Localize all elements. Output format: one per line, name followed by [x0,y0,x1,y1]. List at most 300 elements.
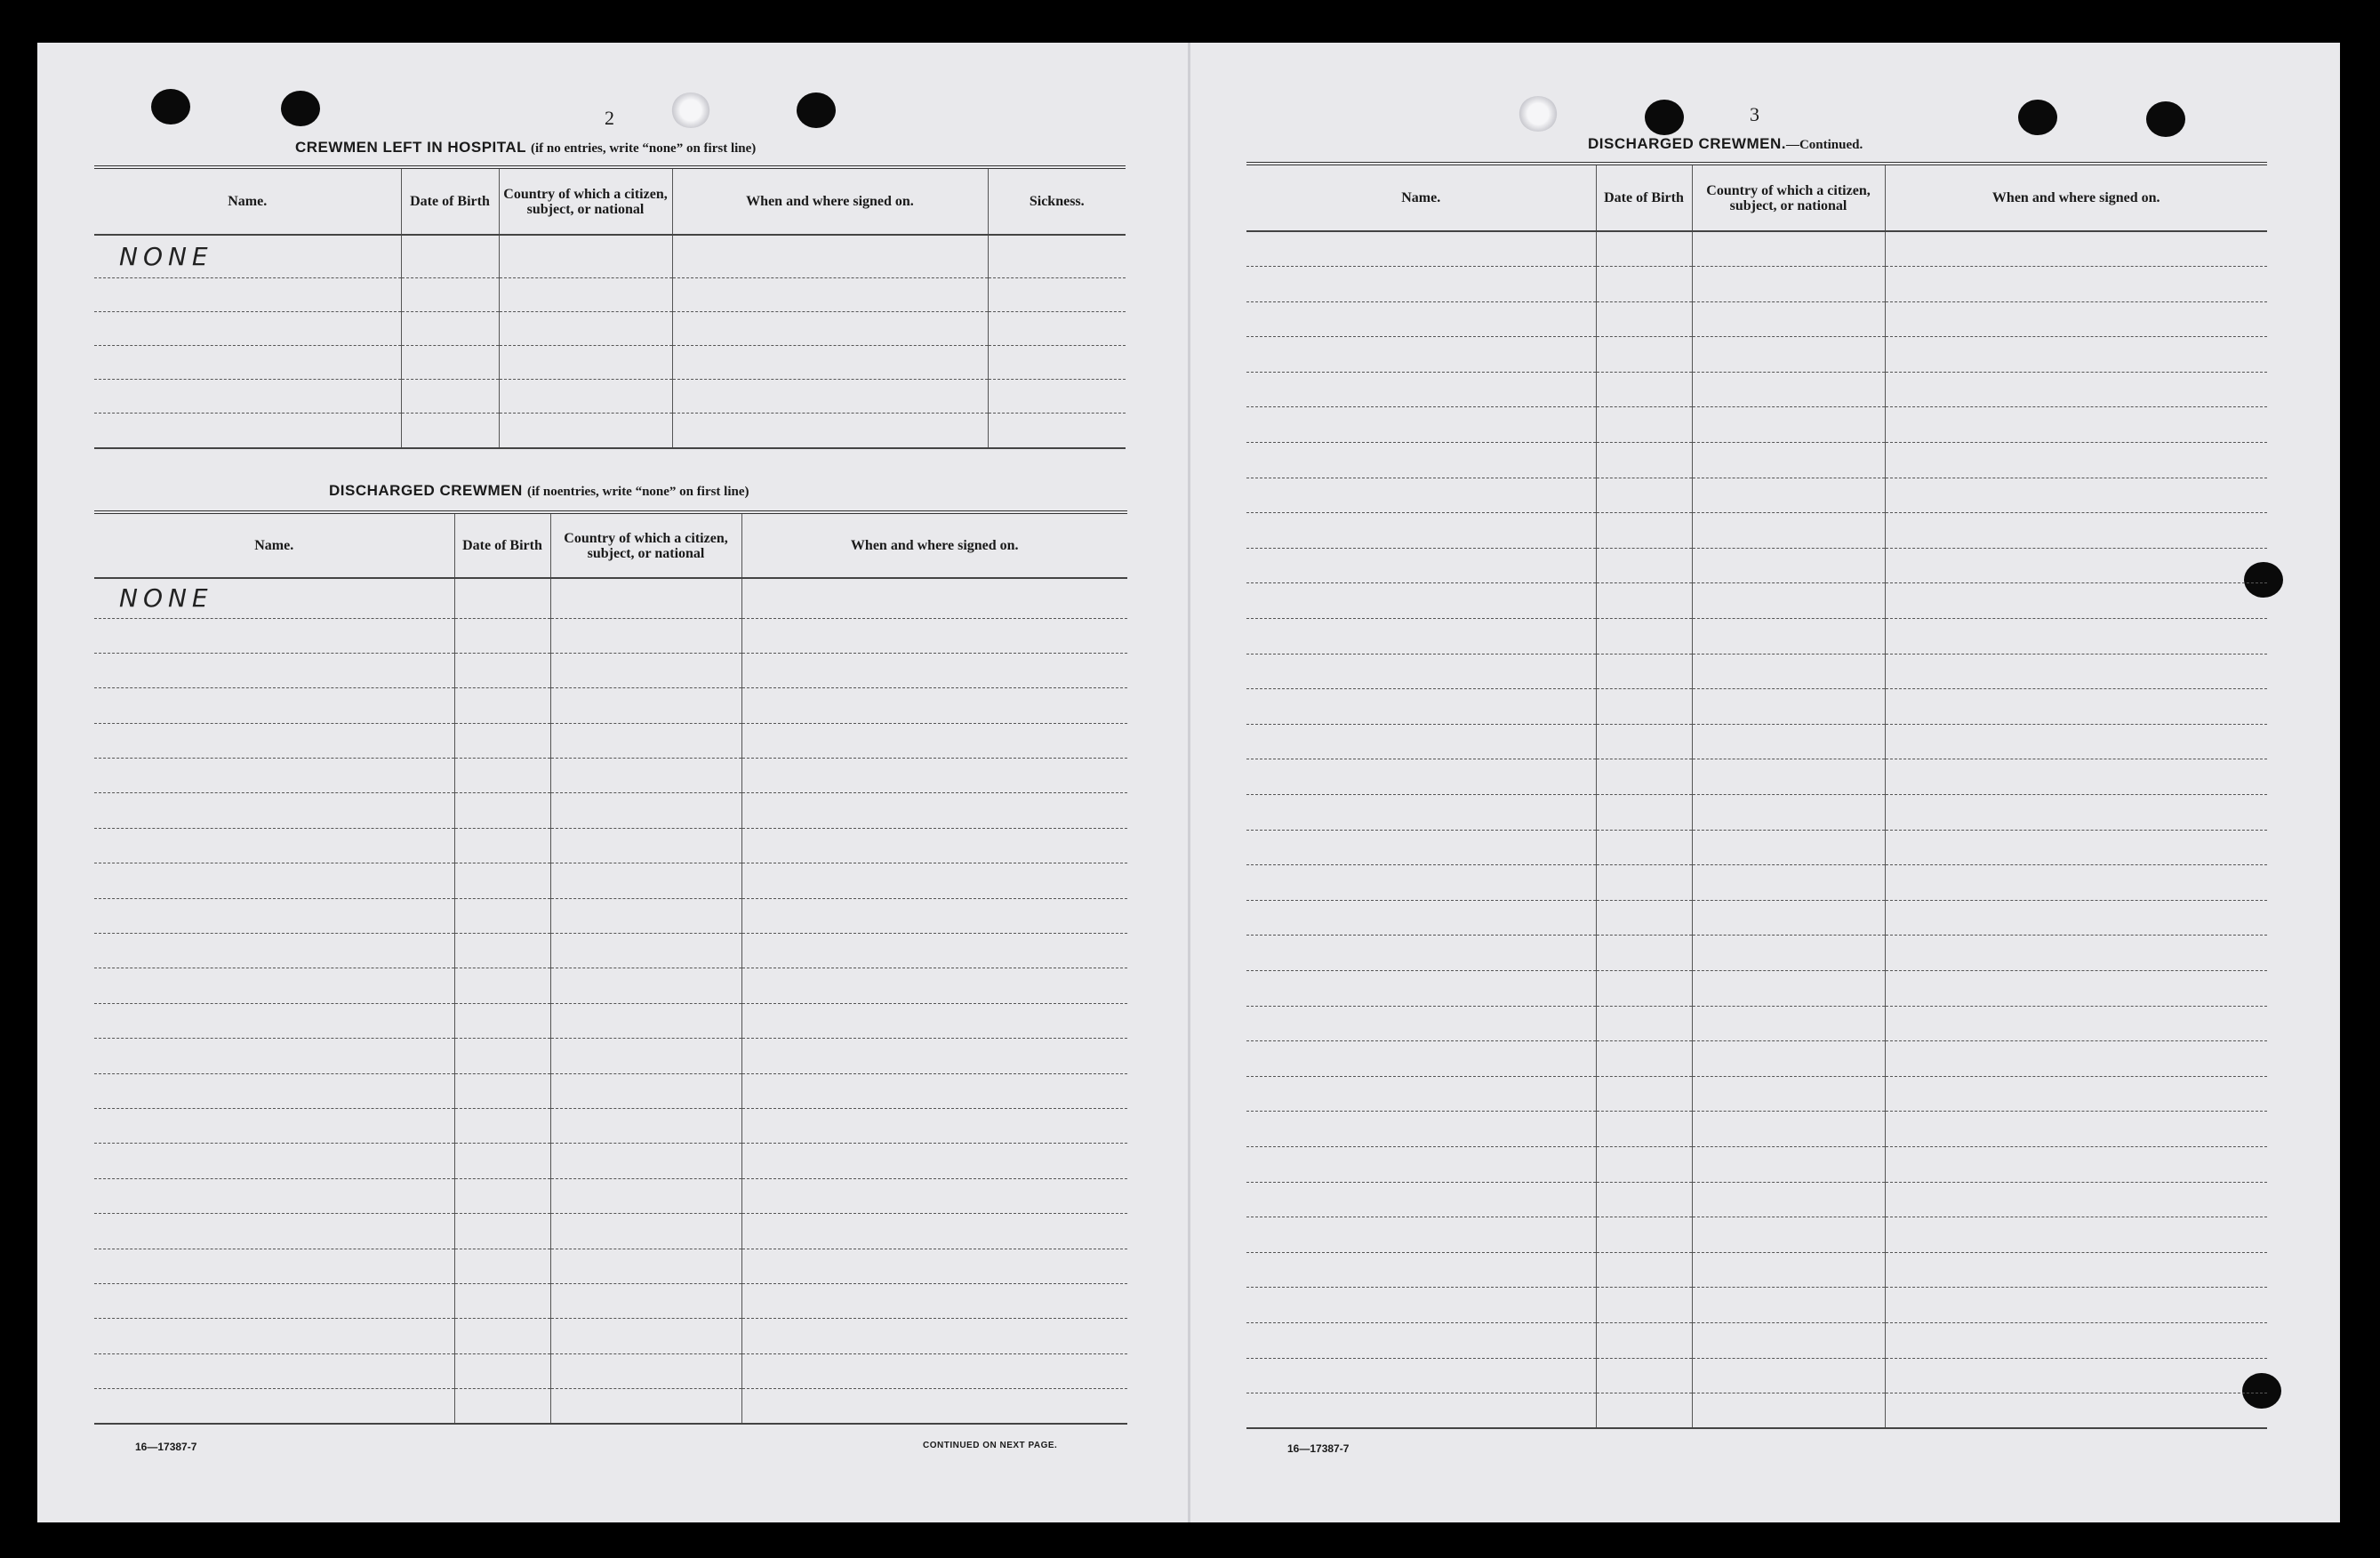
blank-cell [1596,407,1692,443]
table-row [94,618,1127,653]
blank-cell [1596,1041,1692,1077]
blank-cell [1885,301,2267,337]
blank-cell [1885,513,2267,549]
discharged-instruction: (if noentries, write “none” on first line) [526,485,749,499]
blank-cell [1596,619,1692,655]
blank-cell [1246,724,1596,759]
column-header-signed-on: When and where signed on. [1885,164,2267,231]
blank-cell [1246,372,1596,407]
table-row [1246,267,2267,302]
blank-cell [1246,689,1596,725]
blank-cell [741,793,1127,828]
blank-cell [550,1073,741,1108]
blank-cell [1596,795,1692,831]
blank-cell [94,688,454,723]
blank-cell [550,1249,741,1283]
discharged-title-text: DISCHARGED CREWMEN [329,482,523,499]
table-row [1246,900,2267,936]
column-header-signed-on: When and where signed on. [672,167,988,235]
blank-cell [1692,231,1885,267]
blank-cell [550,968,741,1003]
blank-cell [1885,654,2267,689]
blank-cell [1692,1322,1885,1358]
blank-cell [1692,1182,1885,1217]
handwritten-entry: NONE [94,578,454,618]
blank-cell [1885,337,2267,373]
blank-cell [1596,900,1692,936]
blank-cell [1885,1006,2267,1041]
table-row [1246,583,2267,619]
blank-cell [1692,301,1885,337]
blank-cell [454,1144,550,1178]
blank-cell [1885,1393,2267,1429]
blank-cell [1885,1076,2267,1112]
blank-cell [1692,1393,1885,1429]
blank-cell [94,653,454,687]
punch-hole [281,91,320,126]
blank-cell [94,1353,454,1388]
blank-cell [1692,795,1885,831]
blank-cell [1246,654,1596,689]
blank-cell [741,1144,1127,1178]
blank-cell [1885,267,2267,302]
column-header-name: Name. [94,167,401,235]
blank-cell [550,1178,741,1213]
blank-cell [550,1283,741,1318]
blank-cell [1246,548,1596,583]
table-row [1246,407,2267,443]
blank-cell [1596,548,1692,583]
table-row [94,1073,1127,1108]
blank-cell [1596,372,1692,407]
blank-cell [1246,970,1596,1006]
blank-cell [1885,1217,2267,1253]
blank-cell [741,1108,1127,1143]
table-row [1246,689,2267,725]
column-header-country: Country of which a citizen, subject, or national [1692,164,1885,231]
blank-cell [454,934,550,968]
blank-cell [454,898,550,933]
blank-cell [1885,865,2267,901]
blank-cell [1246,337,1596,373]
table-row [94,1039,1127,1073]
blank-cell [1885,1288,2267,1323]
table-row [94,863,1127,898]
blank-cell [1885,795,2267,831]
blank-cell [1246,936,1596,971]
blank-cell [1885,583,2267,619]
blank-cell [1596,936,1692,971]
blank-cell [1246,407,1596,443]
blank-cell [1596,267,1692,302]
blank-cell [1246,1288,1596,1323]
table-row [1246,795,2267,831]
blank-cell [550,688,741,723]
blank-cell [1596,583,1692,619]
page-fold [1188,43,1190,1522]
table-row [1246,1112,2267,1147]
blank-cell [1692,619,1885,655]
blank-cell [1885,619,2267,655]
blank-cell [94,1003,454,1038]
blank-cell [1885,830,2267,865]
page-number-right: 3 [1750,103,1759,125]
table-row [1246,654,2267,689]
blank-cell [1885,970,2267,1006]
blank-cell [454,1003,550,1038]
page-number-left: 2 [605,107,614,129]
blank-cell [741,1283,1127,1318]
blank-cell [1885,1252,2267,1288]
blank-cell [550,653,741,687]
blank-cell [550,618,741,653]
blank-cell [1246,301,1596,337]
blank-cell [741,1214,1127,1249]
continued-note: CONTINUED ON NEXT PAGE. [923,1441,1058,1450]
blank-cell [1246,1182,1596,1217]
blank-cell [741,759,1127,793]
blank-cell [1246,231,1596,267]
blank-cell [454,1108,550,1143]
blank-cell [94,793,454,828]
blank-cell [1246,1322,1596,1358]
blank-cell [94,1283,454,1318]
blank-cell [94,898,454,933]
table-row [94,934,1127,968]
blank-cell [94,1319,454,1353]
blank-cell [741,653,1127,687]
table-row [1246,478,2267,513]
blank-cell [550,898,741,933]
blank-cell [454,1249,550,1283]
table-row [94,688,1127,723]
table-row [1246,619,2267,655]
blank-cell [1246,443,1596,478]
table-row [1246,1322,2267,1358]
blank-cell [550,759,741,793]
blank-cell [1596,654,1692,689]
blank-cell [741,723,1127,758]
blank-cell [1596,1006,1692,1041]
column-header-date-of-birth: Date of Birth [454,512,550,578]
blank-cell [454,653,550,687]
blank-cell [1246,1393,1596,1429]
blank-cell [1885,1182,2267,1217]
table-row [1246,1288,2267,1323]
table-row [94,1144,1127,1178]
blank-cell [1596,1393,1692,1429]
blank-cell [1885,900,2267,936]
blank-cell [1692,583,1885,619]
blank-cell [1692,372,1885,407]
blank-cell [1596,478,1692,513]
blank-cell [1692,1076,1885,1112]
blank-cell [1596,830,1692,865]
blank-cell [94,1389,454,1424]
table-row [94,898,1127,933]
blank-cell [1246,1217,1596,1253]
column-header-name: Name. [1246,164,1596,231]
blank-cell [94,723,454,758]
blank-cell [94,1214,454,1249]
blank-cell [94,934,454,968]
blank-cell [1596,1076,1692,1112]
blank-cell [550,1108,741,1143]
blank-cell [1596,759,1692,795]
blank-cell [454,688,550,723]
punch-hole-faint [671,92,710,128]
punch-hole-faint [1519,96,1558,132]
blank-cell [1692,865,1885,901]
hospital-table [94,165,1126,449]
blank-cell [1596,337,1692,373]
blank-cell [1246,1252,1596,1288]
blank-cell [550,828,741,863]
table-row [1246,1252,2267,1288]
blank-cell [1596,231,1692,267]
blank-cell [741,1389,1127,1424]
blank-cell [1246,619,1596,655]
blank-cell [1596,689,1692,725]
table-row [1246,759,2267,795]
blank-cell [1596,724,1692,759]
blank-cell [1885,689,2267,725]
table-row [94,1108,1127,1143]
column-header-date-of-birth: Date of Birth [1596,164,1692,231]
blank-cell [454,968,550,1003]
blank-cell [1885,1358,2267,1393]
blank-cell [94,1073,454,1108]
blank-cell [1885,1041,2267,1077]
column-header-signed-on: When and where signed on. [741,512,1127,578]
blank-cell [1246,1041,1596,1077]
continued-suffix: —Continued. [1785,138,1863,152]
blank-cell [741,688,1127,723]
discharged-table-left [94,510,1127,1425]
table-row [94,1319,1127,1353]
blank-cell [1692,513,1885,549]
blank-cell [1246,513,1596,549]
blank-cell [1692,337,1885,373]
blank-cell [1885,231,2267,267]
table-row [94,653,1127,687]
blank-cell [94,828,454,863]
blank-cell [1692,1006,1885,1041]
table-row [1246,231,2267,267]
blank-cell [550,1144,741,1178]
table-row [94,1389,1127,1424]
blank-cell [1596,1182,1692,1217]
blank-cell [550,934,741,968]
table-row [94,1353,1127,1388]
blank-cell [1692,689,1885,725]
blank-cell [1246,1076,1596,1112]
blank-cell [1596,1288,1692,1323]
table-row [1246,443,2267,478]
blank-cell [1692,724,1885,759]
column-header-country: Country of which a citizen, subject, or national [550,512,741,578]
blank-cell [741,1178,1127,1213]
blank-cell [1596,865,1692,901]
hospital-instruction: (if no entries, write “none” on first line) [531,141,757,156]
blank-cell [94,863,454,898]
table-row [1246,1076,2267,1112]
blank-cell [741,898,1127,933]
blank-cell [550,723,741,758]
blank-cell [1246,583,1596,619]
hospital-title-text: CREWMEN LEFT IN HOSPITAL [295,139,526,156]
blank-cell [1692,830,1885,865]
blank-cell [741,1249,1127,1283]
blank-cell [454,1353,550,1388]
blank-cell [741,618,1127,653]
blank-cell [741,1039,1127,1073]
blank-cell [94,759,454,793]
blank-cell [454,1283,550,1318]
blank-cell [1246,1358,1596,1393]
blank-cell [454,618,550,653]
blank-cell [1692,1112,1885,1147]
blank-cell [1692,900,1885,936]
blank-cell [1885,443,2267,478]
blank-cell [1596,513,1692,549]
blank-cell [1885,1112,2267,1147]
blank-cell [1885,1146,2267,1182]
blank-cell [1246,865,1596,901]
table-row [94,759,1127,793]
blank-cell [454,828,550,863]
table-row [1246,337,2267,373]
blank-cell [741,828,1127,863]
column-header-country: Country of which a citizen, subject, or national [499,167,672,235]
blank-cell [550,1389,741,1424]
blank-cell [741,1073,1127,1108]
handwritten-entry: NONE [94,235,401,277]
table-row [94,828,1127,863]
blank-cell [454,1039,550,1073]
blank-cell [1692,443,1885,478]
form-number-left: 16—17387-7 [135,1441,197,1453]
table-row [94,1214,1127,1249]
blank-cell [1692,267,1885,302]
table-row [1246,830,2267,865]
table-row [1246,970,2267,1006]
blank-cell [1692,1252,1885,1288]
blank-cell [1692,548,1885,583]
blank-cell [550,863,741,898]
table-row [94,1178,1127,1213]
table-row [1246,1041,2267,1077]
blank-cell [1246,795,1596,831]
blank-cell [1246,759,1596,795]
blank-cell [94,1144,454,1178]
blank-cell [1885,759,2267,795]
blank-cell [94,968,454,1003]
blank-cell [741,934,1127,968]
blank-cell [1596,1146,1692,1182]
punch-hole [2018,100,2057,135]
table-row [1246,1006,2267,1041]
blank-cell [1692,759,1885,795]
table-row [1246,936,2267,971]
blank-cell [1596,970,1692,1006]
blank-cell [94,1108,454,1143]
blank-cell [1246,900,1596,936]
table-row [1246,724,2267,759]
blank-cell [1692,1217,1885,1253]
blank-cell [1692,1288,1885,1323]
blank-cell [1885,1322,2267,1358]
table-row [1246,301,2267,337]
blank-cell [550,1003,741,1038]
blank-cell [550,1214,741,1249]
blank-cell [1596,1217,1692,1253]
blank-cell [1885,478,2267,513]
punch-hole [1645,100,1684,135]
table-row [1246,372,2267,407]
blank-cell [1885,548,2267,583]
blank-cell [741,1319,1127,1353]
table-row [1246,1182,2267,1217]
punch-hole [2146,101,2185,137]
blank-cell [94,1178,454,1213]
blank-cell [550,1353,741,1388]
blank-cell [1692,1041,1885,1077]
discharged-continued-title [1588,135,1863,153]
form-number-right: 16—17387-7 [1287,1442,1350,1455]
blank-cell [550,793,741,828]
blank-cell [454,1214,550,1249]
blank-cell [1246,1146,1596,1182]
blank-cell [1246,478,1596,513]
punch-hole [797,92,836,128]
blank-cell [1246,1006,1596,1041]
blank-cell [1885,372,2267,407]
blank-cell [741,1003,1127,1038]
discharged-table-right [1246,162,2267,1429]
discharged-continued-text: DISCHARGED CREWMEN. [1588,135,1786,152]
table-row [94,1249,1127,1283]
blank-cell [454,1073,550,1108]
blank-cell [94,618,454,653]
blank-cell [1692,970,1885,1006]
blank-cell [741,863,1127,898]
table-row [1246,1358,2267,1393]
table-row [94,968,1127,1003]
blank-cell [1596,1358,1692,1393]
blank-cell [1596,301,1692,337]
blank-cell [1246,267,1596,302]
table-row [94,1283,1127,1318]
column-header-name: Name. [94,512,454,578]
table-row [1246,1146,2267,1182]
blank-cell [1596,1322,1692,1358]
punch-hole [151,89,190,124]
blank-cell [741,968,1127,1003]
blank-cell [1692,1358,1885,1393]
blank-cell [94,1039,454,1073]
blank-cell [1692,654,1885,689]
blank-cell [550,1319,741,1353]
blank-cell [94,1249,454,1283]
table-row [1246,865,2267,901]
blank-cell [1692,478,1885,513]
table-row [1246,513,2267,549]
table-row [94,723,1127,758]
hospital-section-title [295,139,756,157]
column-header-sickness: Sickness. [988,167,1126,235]
table-row [94,793,1127,828]
